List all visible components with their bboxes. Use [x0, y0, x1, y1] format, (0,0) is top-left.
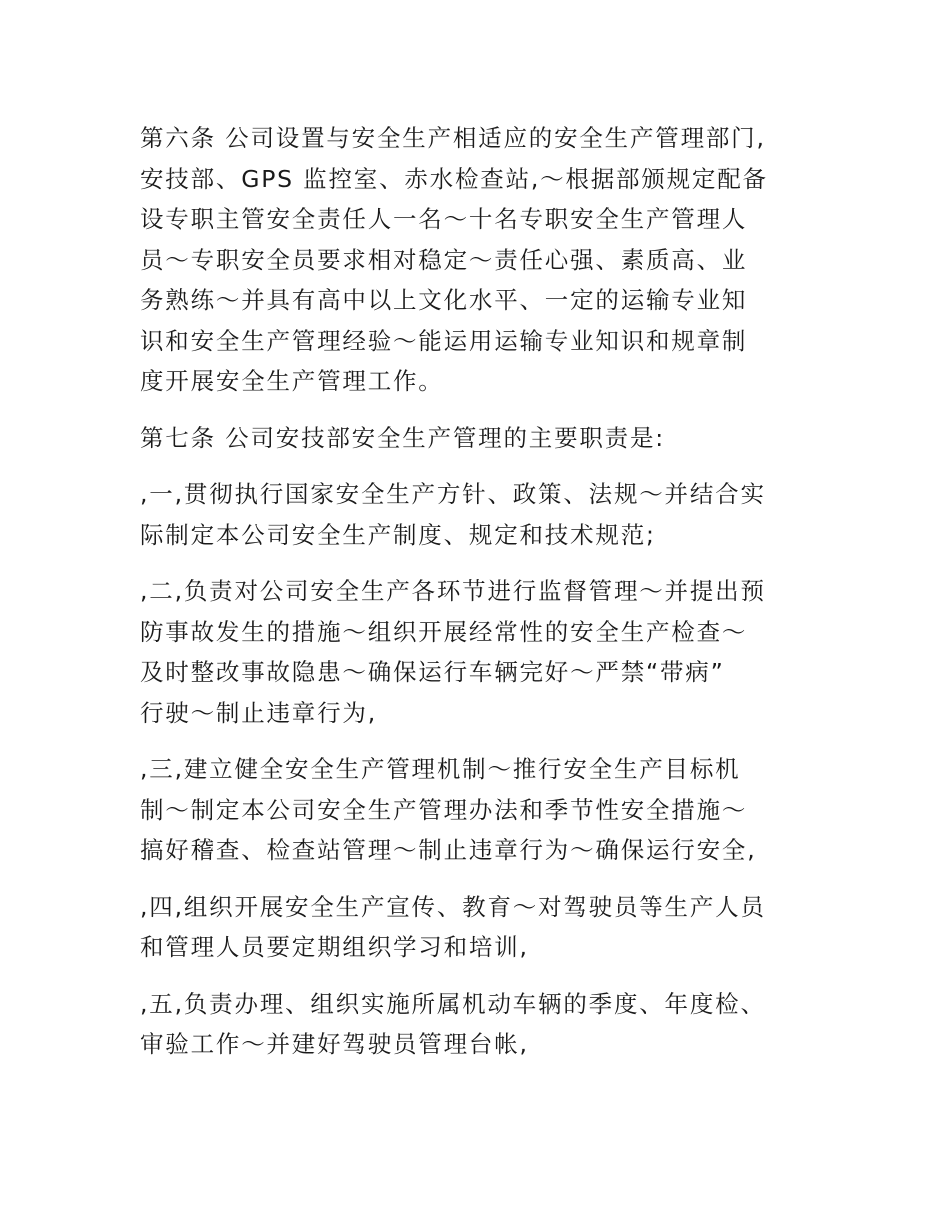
text-line: ,一,贯彻执行国家安全生产方针、政策、法规～并结合实	[140, 480, 766, 508]
text-line: 制～制定本公司安全生产管理办法和季节性安全措施～	[140, 795, 748, 824]
text-line: ,二,负责对公司安全生产各环节进行监督管理～并提出预	[140, 577, 766, 605]
paragraph-item-2	[140, 571, 820, 733]
text-line: ,四,组织开展安全生产宣传、教育～对驾驶员等生产人员	[140, 892, 766, 921]
text-line: 际制定本公司安全生产制度、规定和技术规范;	[140, 520, 656, 549]
text-line: 员～专职安全员要求相对稳定～责任心强、素质高、业	[140, 245, 748, 274]
paragraph-item-1	[140, 474, 820, 555]
text-line: 和管理人员要定期组织学习和培训,	[140, 933, 529, 961]
text-line: 行驶～制止违章行为,	[140, 698, 377, 727]
text-line: 审验工作～并建好驾驶员管理台帐,	[140, 1030, 529, 1058]
text-line: 及时整改事故隐患～确保运行车辆完好～严禁“带病”	[140, 658, 725, 686]
text-line: ,三,建立健全安全生产管理机制～推行安全生产目标机	[140, 755, 741, 783]
text-line: 防事故发生的措施～组织开展经常性的安全生产检查～	[140, 617, 748, 646]
paragraph-article-6	[140, 118, 820, 402]
text-line: ,五,负责办理、组织实施所属机动车辆的季度、年度检、	[140, 989, 766, 1018]
text-line: 搞好稽查、检查站管理～制止违章行为～确保运行安全,	[140, 836, 757, 864]
paragraph-article-7	[140, 418, 820, 459]
text-line: 安技部、GPS 监控室、赤水检查站,～根据部颁规定配备	[140, 164, 768, 193]
text-line: 识和安全生产管理经验～能运用运输专业知识和规章制	[140, 326, 748, 355]
text-line: 第六条 公司设置与安全生产相适应的安全生产管理部门,	[140, 124, 766, 152]
text-line: 度开展安全生产管理工作。	[140, 367, 444, 395]
paragraph-item-4	[140, 887, 820, 968]
paragraph-item-5	[140, 984, 820, 1065]
text-line: 第七条 公司安技部安全生产管理的主要职责是:	[140, 423, 665, 452]
document-body	[140, 118, 820, 1081]
text-line: 务熟练～并具有高中以上文化水平、一定的运输专业知	[140, 286, 748, 314]
text-line: 设专职主管安全责任人一名～十名专职安全生产管理人	[140, 205, 748, 233]
paragraph-item-3	[140, 749, 820, 871]
